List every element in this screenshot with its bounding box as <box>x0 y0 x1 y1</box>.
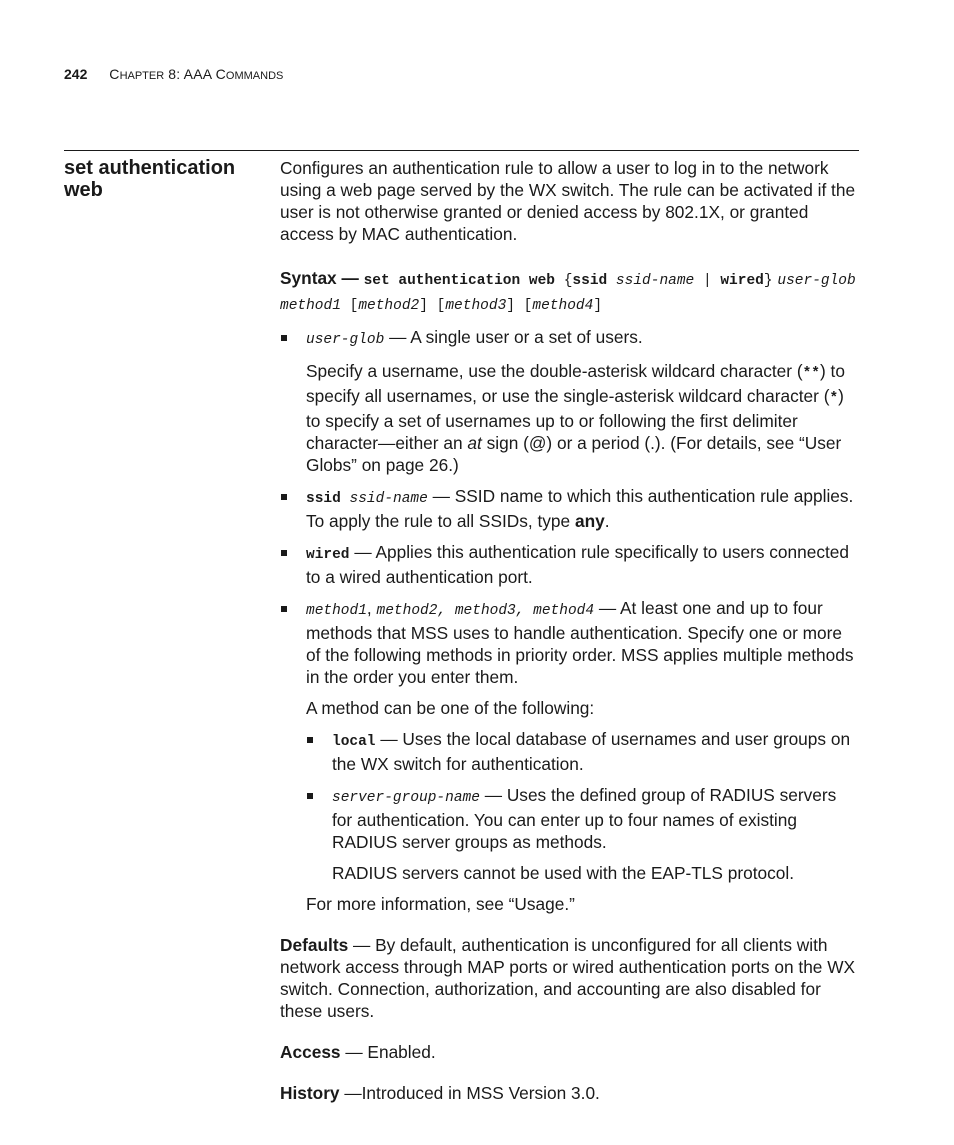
method-list <box>306 728 860 884</box>
running-header <box>64 66 283 82</box>
syntax-label: Syntax — <box>280 268 359 288</box>
method-intro: A method can be one of the following: <box>306 698 595 718</box>
method-local: local — Uses the local database of usernames and user groups on the WX switch for authentication. <box>332 728 860 775</box>
page-number: 242 <box>64 66 88 82</box>
syntax-line: Syntax — set authentication web {ssid ssid-name | wired} user-glob method1 [method2] [method3] [method4] <box>280 268 856 314</box>
more-info: For more information, see “Usage.” <box>306 894 575 914</box>
access-paragraph: Access — Enabled. <box>280 1042 436 1062</box>
user-glob-detail: Specify a username, use the double-asterisk wildcard character (**) to specify all usernames, or use the single-asterisk wildcard character (*) to specify a set of usernames up to or following the first delimiter character—either an at sign (@) or a period (.). (For details, see “User Globs” on page 26.) <box>306 361 845 475</box>
syntax-command: set authentication web <box>363 273 556 289</box>
param-wired: wired — Applies this authentication rule specifically to users connected to a wired authentication port. <box>306 541 860 588</box>
command-title: set authentication web <box>64 157 236 201</box>
intro-paragraph: Configures an authentication rule to allow a user to log in to the network using a web page served by the WX switch. The rule can be activated if the user is not otherwise granted or denied access by 802.1X, or granted access by MAC authentication. <box>280 158 856 244</box>
param-methods: method1, method2, method3, method4 — At least one and up to four methods that MSS uses to handle authentication. Specify one or more of the following methods in priority order. MSS applies multiple methods in the order you enter them. A method can be one of the following: local — Uses the local database of usernames and user groups on the WX switch for authentication. server-group-name — Uses the defined group of RADIUS servers for authentication. You can enter up to four names of existing RADIUS server groups as methods. RADIUS servers cannot be used with the EAP-TLS protocol. For more information, see “Usage.” <box>306 597 860 915</box>
user-glob-term: user-glob <box>306 332 385 348</box>
param-user-glob: user-glob — A single user or a set of users. Specify a username, use the double-asterisk wildcard character (**) to specify all usernames, or use the single-asterisk wildcard character (*) to specify a set of usernames up to or following the first delimiter character—either an at sign (@) or a period (.). (For details, see “User Globs” on page 26.) <box>306 326 860 476</box>
defaults-paragraph: Defaults — By default, authentication is unconfigured for all clients with network access through MAP ports or wired authentication ports on the WX switch. Connection, authorization, and accounting are also disabled for these users. <box>280 935 856 1021</box>
chapter-title: CHAPTER 8: AAA COMMANDS <box>109 66 284 82</box>
section-rule <box>64 150 859 151</box>
command-body <box>280 157 860 1104</box>
radius-note: RADIUS servers cannot be used with the EAP-TLS protocol. <box>332 863 795 883</box>
param-ssid: ssid ssid-name — SSID name to which this authentication rule applies. To apply the rule to all SSIDs, type any. <box>306 485 860 532</box>
history-paragraph: History —Introduced in MSS Version 3.0. <box>280 1083 600 1103</box>
method-server-group: server-group-name — Uses the defined group of RADIUS servers for authentication. You can enter up to four names of existing RADIUS server groups as methods. RADIUS servers cannot be used with the EAP-TLS protocol. <box>332 784 860 884</box>
parameter-list <box>280 326 860 915</box>
